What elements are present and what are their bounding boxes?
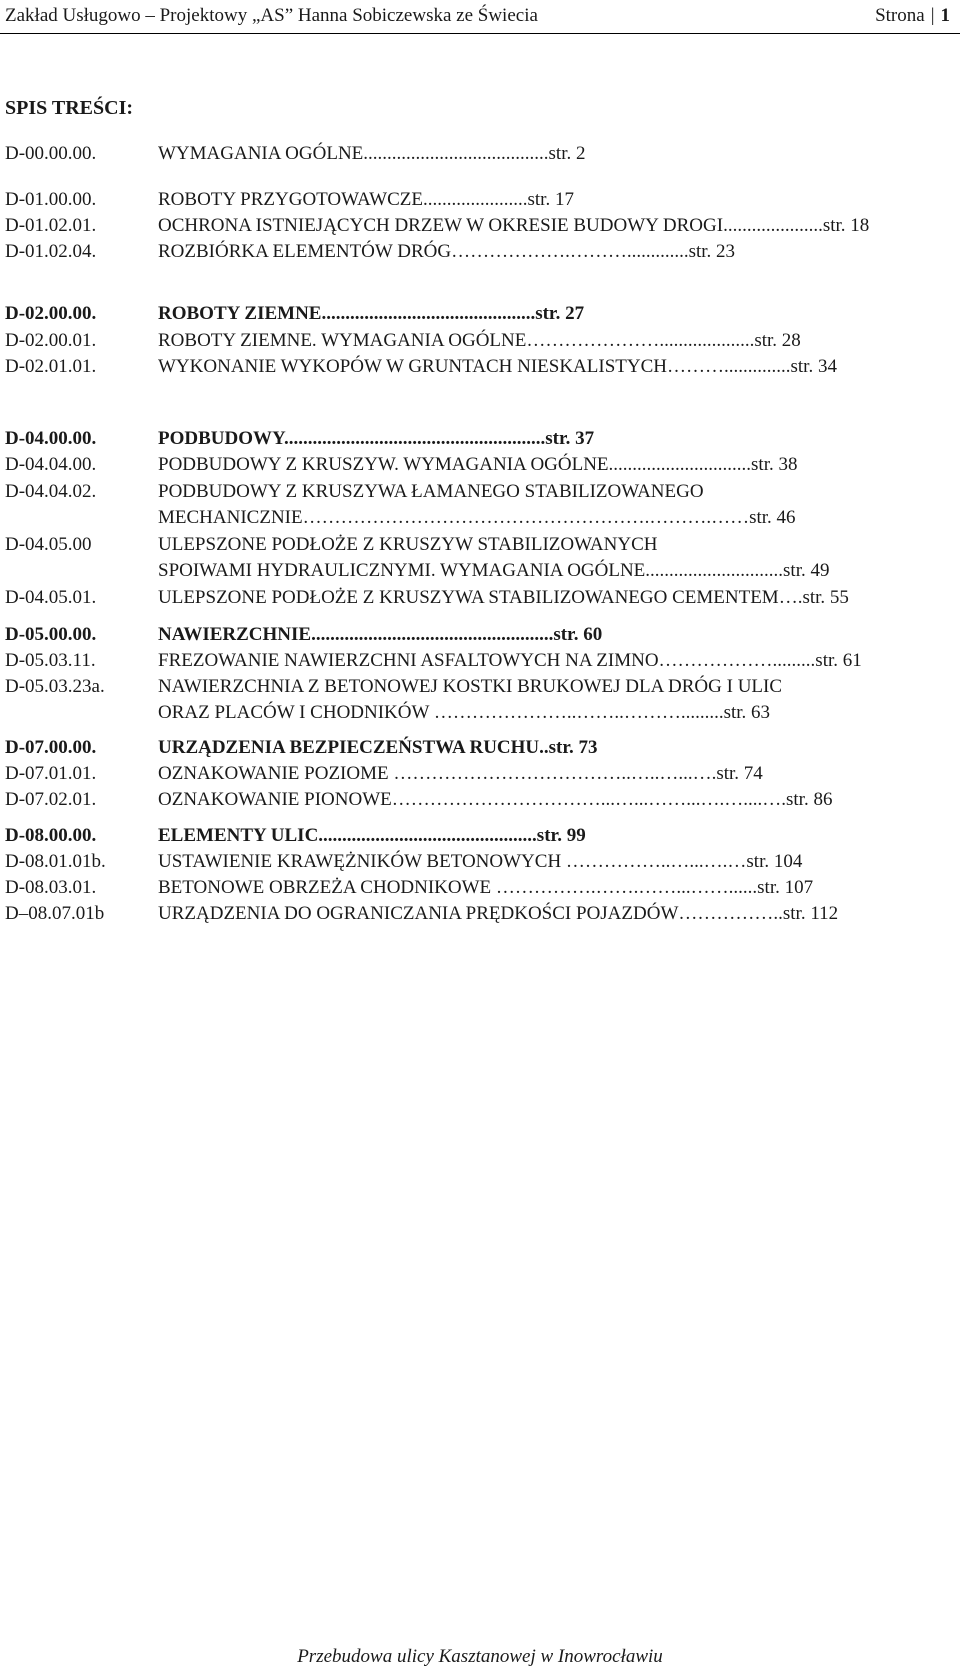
toc-code: D-02.00.00. bbox=[5, 303, 97, 324]
toc-code: D-04.04.02. bbox=[5, 481, 97, 502]
toc-text: USTAWIENIE KRAWĘŻNIKÓW BETONOWYCH ……………..…...….…str. 104 bbox=[158, 851, 803, 872]
toc-entry bbox=[0, 450, 960, 480]
toc-code: D-07.02.01. bbox=[5, 789, 97, 810]
toc-code: D-05.03.11. bbox=[5, 650, 96, 671]
toc-code: D-08.03.01. bbox=[5, 877, 97, 898]
toc-text: PODBUDOWY Z KRUSZYWA ŁAMANEGO STABILIZOWANEGO bbox=[158, 481, 704, 502]
toc-text: URZĄDZENIA BEZPIECZEŃSTWA RUCHU..str. 73 bbox=[158, 737, 598, 758]
toc-text: ELEMENTY ULIC..............................................str. 99 bbox=[158, 825, 586, 846]
toc-text: ULEPSZONE PODŁOŻE Z KRUSZYWA STABILIZOWANEGO CEMENTEM….str. 55 bbox=[158, 587, 849, 608]
page-footer: Przebudowa ulicy Kasztanowej w Inowrocławiu bbox=[297, 1646, 663, 1667]
toc-code: D–08.07.01b bbox=[5, 903, 105, 924]
toc-code: D-02.00.01. bbox=[5, 330, 97, 351]
toc-code: D-02.01.01. bbox=[5, 356, 97, 377]
toc-code: D-05.00.00. bbox=[5, 624, 97, 645]
toc-entry bbox=[0, 237, 960, 267]
toc-entry bbox=[0, 698, 960, 728]
toc-code: D-08.00.00. bbox=[5, 825, 97, 846]
toc-code: D-04.05.00 bbox=[5, 534, 92, 555]
page-header bbox=[0, 0, 960, 34]
toc-code: D-07.00.00. bbox=[5, 737, 97, 758]
toc-code: D-01.02.04. bbox=[5, 241, 97, 262]
toc-code: D-01.02.01. bbox=[5, 215, 97, 236]
toc-text: ROBOTY ZIEMNE. WYMAGANIA OGÓLNE…………………....................str. 28 bbox=[158, 330, 801, 351]
toc-text: OCHRONA ISTNIEJĄCYCH DRZEW W OKRESIE BUDOWY DROGI.....................str. 18 bbox=[158, 215, 870, 236]
toc-entry bbox=[0, 503, 960, 533]
page-indicator bbox=[875, 5, 950, 27]
page-number: 1 bbox=[940, 5, 950, 26]
company-name: Zakład Usługowo – Projektowy „AS” Hanna Sobiczewska ze Świecia bbox=[5, 5, 538, 26]
toc-text: MECHANICZNIE……………………………………………….……….……str. 46 bbox=[158, 507, 796, 528]
toc-text: ORAZ PLACÓW I CHODNIKÓW …………………..……..……….........str. 63 bbox=[158, 702, 771, 723]
toc-text: WYKONANIE WYKOPÓW W GRUNTACH NIESKALISTYCH………..............str. 34 bbox=[158, 356, 837, 377]
toc-code: D-04.04.00. bbox=[5, 454, 97, 475]
toc-text: ROBOTY ZIEMNE.............................................str. 27 bbox=[158, 303, 585, 324]
toc-text: SPOIWAMI HYDRAULICZNYMI. WYMAGANIA OGÓLNE.............................str. 49 bbox=[158, 560, 830, 581]
toc-text: PODBUDOWY Z KRUSZYW. WYMAGANIA OGÓLNE..............................str. 38 bbox=[158, 454, 798, 475]
toc-code: D-08.01.01b. bbox=[5, 851, 106, 872]
toc-text: OZNAKOWANIE PIONOWE……………………………...…...……...….…....….str. 86 bbox=[158, 789, 833, 810]
toc-title: SPIS TREŚCI: bbox=[5, 97, 134, 119]
toc-code: D-04.05.01. bbox=[5, 587, 97, 608]
toc-code: D-07.01.01. bbox=[5, 763, 97, 784]
toc-entry bbox=[0, 785, 960, 815]
toc-text: URZĄDZENIA DO OGRANICZANIA PRĘDKOŚCI POJAZDÓW……………..str. 112 bbox=[158, 903, 839, 924]
toc-entry bbox=[0, 583, 960, 613]
toc-code: D-00.00.00. bbox=[5, 143, 97, 164]
toc-text: ULEPSZONE PODŁOŻE Z KRUSZYW STABILIZOWANYCH bbox=[158, 534, 658, 555]
toc-code: D-01.00.00. bbox=[5, 189, 97, 210]
page-word: Strona bbox=[875, 5, 925, 26]
toc-code: D-04.00.00. bbox=[5, 428, 97, 449]
toc-text: FREZOWANIE NAWIERZCHNI ASFALTOWYCH NA ZIMNO……………….........str. 61 bbox=[158, 650, 862, 671]
toc-text: BETONOWE OBRZEŻA CHODNIKOWE …………….…….……...……......str. 107 bbox=[158, 877, 814, 898]
toc-text: WYMAGANIA OGÓLNE.......................................str. 2 bbox=[158, 143, 586, 164]
toc-entry bbox=[0, 139, 960, 169]
toc-entry bbox=[0, 556, 960, 586]
toc-entry bbox=[0, 352, 960, 382]
toc-entry bbox=[0, 899, 960, 929]
toc-code: D-05.03.23a. bbox=[5, 676, 105, 697]
toc-entry bbox=[0, 299, 960, 329]
toc-text: ROBOTY PRZYGOTOWAWCZE......................str. 17 bbox=[158, 189, 574, 210]
toc-text: NAWIERZCHNIA Z BETONOWEJ KOSTKI BRUKOWEJ DLA DRÓG I ULIC bbox=[158, 676, 783, 697]
page-separator: | bbox=[930, 5, 935, 26]
toc-text: OZNAKOWANIE POZIOME ………………………………..…..…...….str. 74 bbox=[158, 763, 763, 784]
toc-text: PODBUDOWY.......................................................str. 37 bbox=[158, 428, 595, 449]
toc-text: NAWIERZCHNIE...................................................str. 60 bbox=[158, 624, 603, 645]
toc-text: ROZBIÓRKA ELEMENTÓW DRÓG……………….……….............str. 23 bbox=[158, 241, 736, 262]
